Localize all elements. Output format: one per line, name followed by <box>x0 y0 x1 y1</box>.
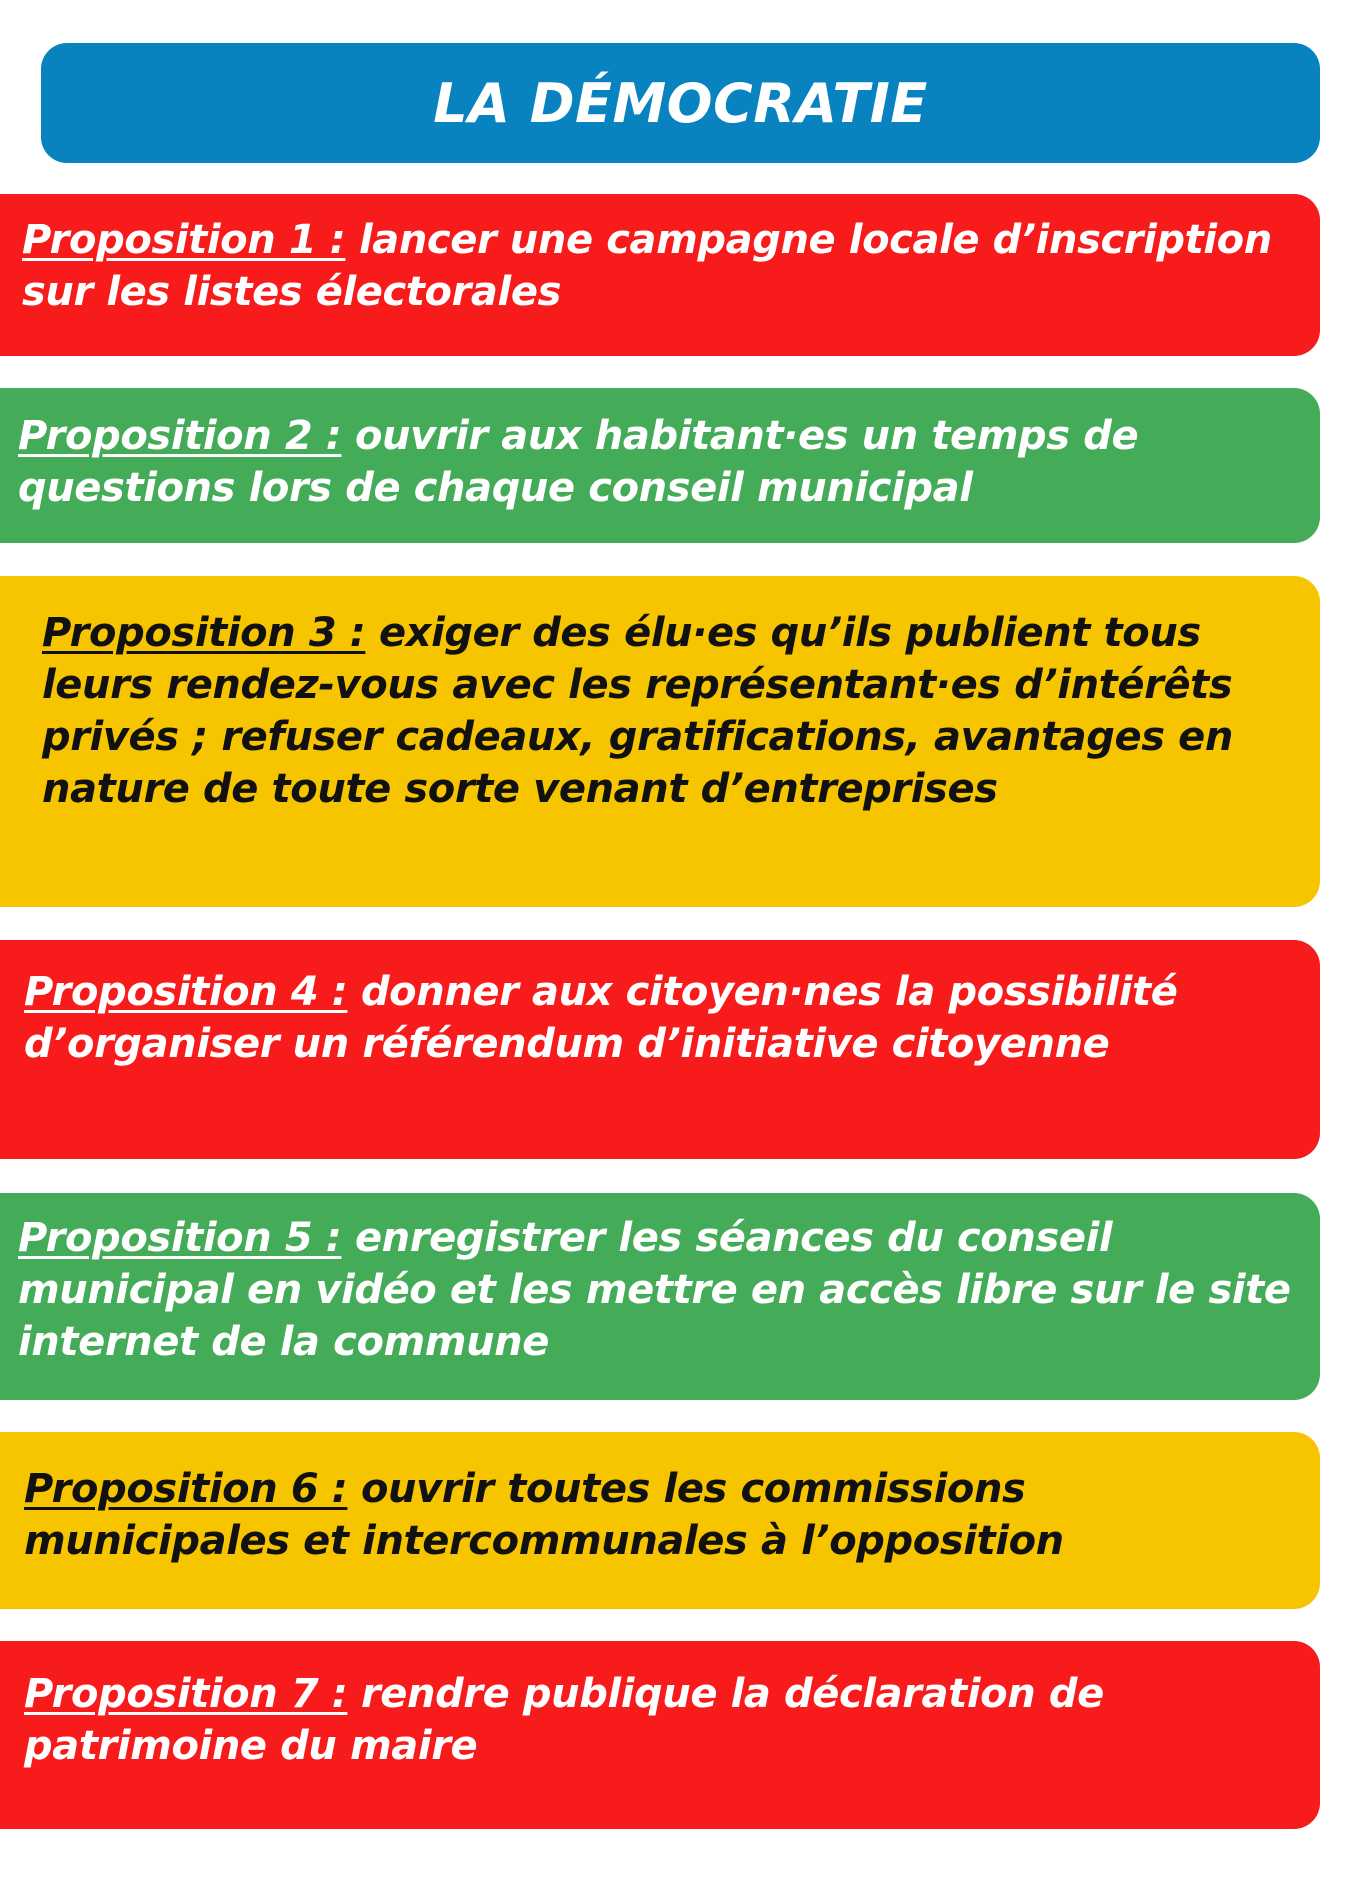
proposition-6-content <box>24 1463 1294 1567</box>
proposition-card-7 <box>0 1641 1320 1829</box>
proposition-7-text: rendre publique la déclaration de patrimoine du maire <box>24 1671 1104 1769</box>
proposition-1-content <box>22 214 1294 318</box>
proposition-7-content <box>24 1668 1294 1772</box>
proposition-5-content <box>18 1212 1294 1368</box>
proposition-3-text: exiger des élu·es qu’ils publient tous leurs rendez-vous avec les représentant·es d’intérêts privés ; refuser cadeaux, gratifications, avantages en nature de toute sorte venant d’entreprises <box>42 610 1233 812</box>
proposition-card-6 <box>0 1432 1320 1609</box>
proposition-3-label: Proposition 3 : <box>42 610 366 656</box>
proposition-4-label: Proposition 4 : <box>24 969 348 1015</box>
proposition-card-3 <box>0 576 1320 907</box>
page-title: LA DÉMOCRATIE <box>433 71 928 135</box>
proposition-2-label: Proposition 2 : <box>18 413 342 459</box>
title-banner <box>41 43 1320 163</box>
proposition-1-label: Proposition 1 : <box>22 217 346 263</box>
proposition-2-content <box>18 410 1294 514</box>
proposition-card-4 <box>0 940 1320 1159</box>
proposition-7-label: Proposition 7 : <box>24 1671 348 1717</box>
proposition-1-text: lancer une campagne locale d’inscription sur les listes électorales <box>22 217 1272 315</box>
proposition-2-text: ouvrir aux habitant·es un temps de questions lors de chaque conseil municipal <box>18 413 1139 511</box>
proposition-5-label: Proposition 5 : <box>18 1215 342 1261</box>
proposition-5-text: enregistrer les séances du conseil municipal en vidéo et les mettre en accès libre sur le site internet de la commune <box>18 1215 1291 1365</box>
proposition-3-content <box>42 607 1300 815</box>
proposition-card-2 <box>0 388 1320 543</box>
proposition-6-label: Proposition 6 : <box>24 1466 348 1512</box>
proposition-card-5 <box>0 1193 1320 1400</box>
proposition-card-1 <box>0 194 1320 356</box>
proposition-6-text: ouvrir toutes les commissions municipales et intercommunales à l’opposition <box>24 1466 1064 1564</box>
proposition-4-content <box>24 966 1294 1070</box>
proposition-4-text: donner aux citoyen·nes la possibilité d’organiser un référendum d’initiative citoyenne <box>24 969 1178 1067</box>
